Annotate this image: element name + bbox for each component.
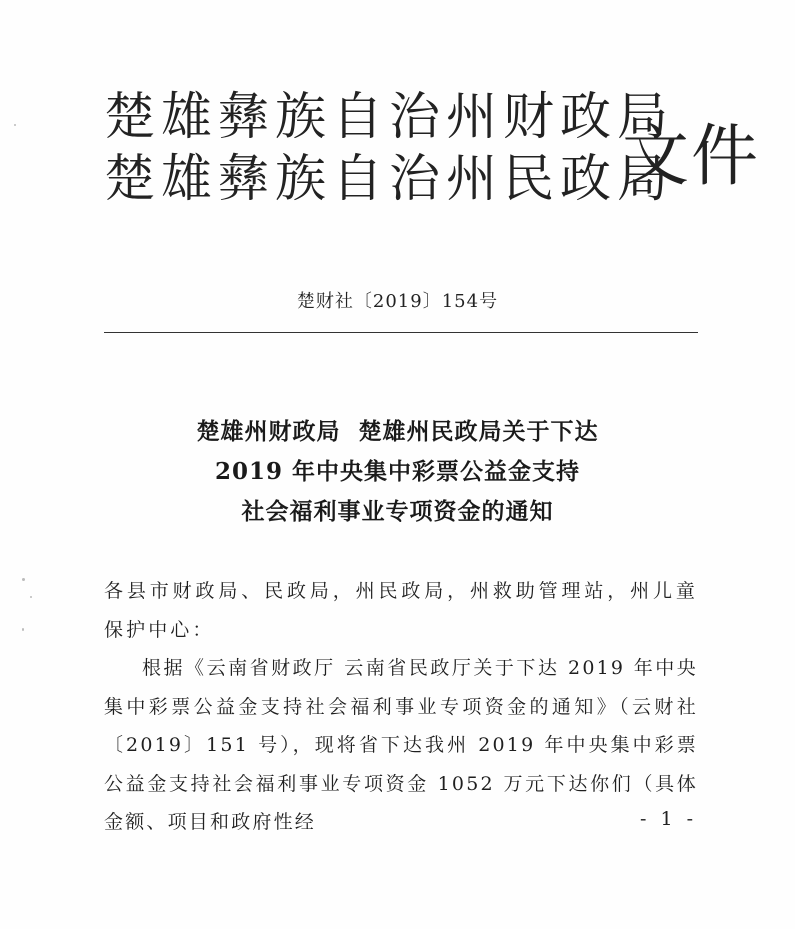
scan-speck (14, 124, 16, 126)
document-header (104, 88, 764, 228)
title-line-1: 楚雄州财政局 楚雄州民政局关于下达 (196, 418, 599, 445)
document-title (0, 412, 795, 532)
issuer-finance-bureau: 楚雄彝族自治州财政局 (104, 88, 675, 147)
scan-speck (22, 628, 24, 631)
document-body (104, 572, 698, 842)
scan-speck (30, 596, 32, 598)
document-type-label: 文件 (622, 117, 760, 195)
body-paragraph: 根据《云南省财政厅 云南省民政厅关于下达 2019 年中央集中彩票公益金支持社会福利事业专项资金的通知》（云财社〔2019〕151 号），现将省下达我州 2019 年中央集中彩票公益金支持社会福利事业专项资金 1052 万元下达你们（具体金额、项目和政府性经 (104, 657, 698, 833)
scan-speck (22, 578, 25, 581)
header-divider (104, 332, 698, 333)
title-line-2: 2019 年中央集中彩票公益金支持 (214, 458, 581, 485)
document-number: 楚财社〔2019〕154号 (296, 291, 499, 312)
page-number: - 1 - (640, 808, 698, 830)
title-line-3: 社会福利事业专项资金的通知 (241, 498, 554, 525)
salutation: 各县市财政局、民政局，州民政局，州救助管理站，州儿童保护中心： (104, 580, 698, 641)
issuer-civil-affairs-bureau: 楚雄彝族自治州民政局 (104, 150, 675, 209)
